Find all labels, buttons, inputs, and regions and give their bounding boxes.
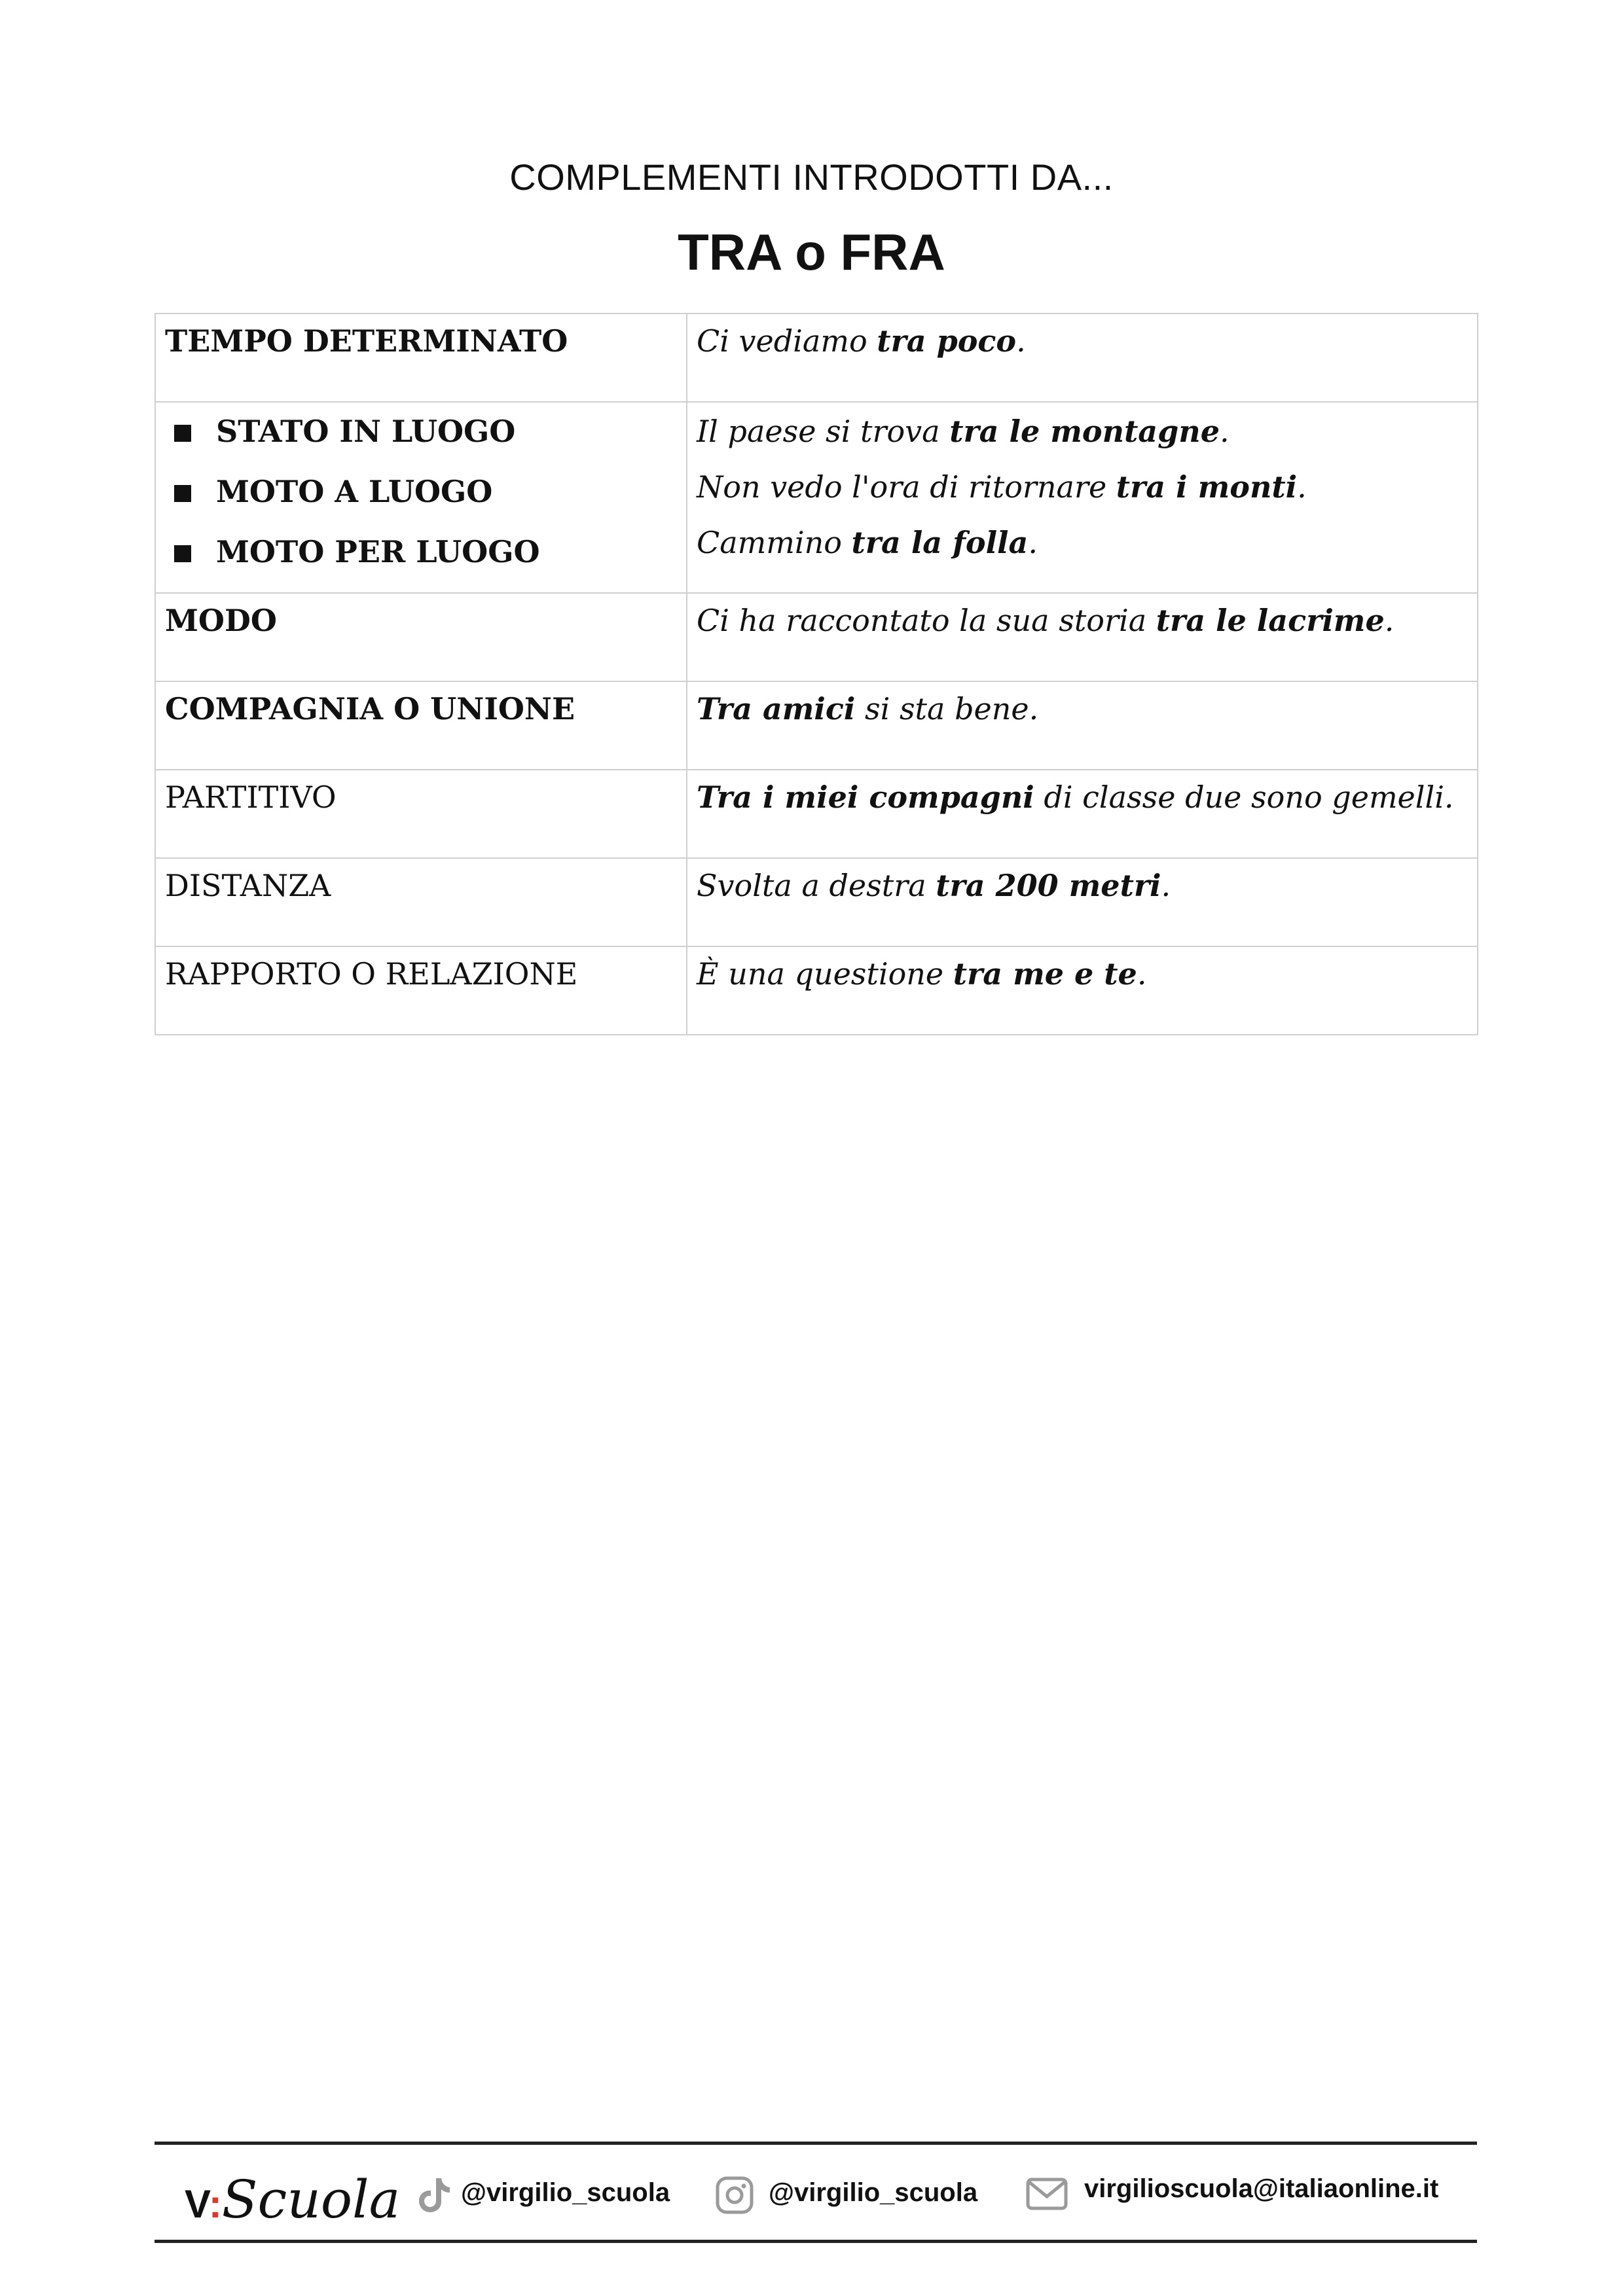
square-bullet-icon	[174, 425, 191, 442]
complement-label: COMPAGNIA O UNIONE	[155, 681, 687, 770]
virgilio-scuola-logo: V:Scuola	[185, 2169, 401, 2230]
square-bullet-icon	[174, 485, 191, 502]
complement-label: PARTITIVO	[155, 770, 687, 858]
square-bullet-icon	[174, 545, 191, 562]
list-item: MOTO A LUOGO	[216, 472, 677, 532]
complement-label-list	[155, 402, 687, 593]
complementi-table	[155, 313, 1478, 1035]
example-sentence: Ci vediamo tra poco.	[687, 314, 1478, 402]
example-sentence: Cammino tra la folla.	[697, 525, 1038, 560]
example-sentence: Tra i miei compagni di classe due sono gemelli.	[687, 770, 1478, 858]
example-sentence: Tra amici si sta bene.	[687, 681, 1478, 770]
example-sentence: Non vedo l'ora di ritornare tra i monti.	[697, 469, 1307, 505]
complement-label: DISTANZA	[155, 858, 687, 946]
complement-label: TEMPO DETERMINATO	[155, 314, 687, 402]
example-sentence: Ci ha raccontato la sua storia tra le lacrime.	[687, 593, 1478, 681]
tiktok-icon	[416, 2176, 452, 2214]
table-row	[155, 858, 1478, 946]
example-sentences	[687, 402, 1478, 593]
page-subtitle: COMPLEMENTI INTRODOTTI DA...	[509, 156, 1114, 198]
mail-icon	[1025, 2176, 1068, 2212]
table-row	[155, 593, 1478, 681]
table-row	[155, 946, 1478, 1035]
example-sentence: È una questione tra me e te.	[687, 946, 1478, 1035]
page-title: TRA o FRA	[678, 223, 945, 281]
table-row	[155, 402, 1478, 593]
table-row	[155, 770, 1478, 858]
complement-label: MODO	[155, 593, 687, 681]
table-row	[155, 681, 1478, 770]
list-item: STATO IN LUOGO	[216, 412, 677, 472]
complement-label: RAPPORTO O RELAZIONE	[155, 946, 687, 1035]
instagram-icon	[715, 2176, 754, 2215]
footer: V:Scuola @virgilio_scuola @virgilio_scuola virgilioscuola@italiaonline.it	[185, 2169, 1439, 2230]
table-row	[155, 314, 1478, 402]
example-sentence: Il paese si trova tra le montagne.	[697, 414, 1230, 449]
example-sentence: Svolta a destra tra 200 metri.	[687, 858, 1478, 946]
list-item: MOTO PER LUOGO	[216, 532, 677, 592]
